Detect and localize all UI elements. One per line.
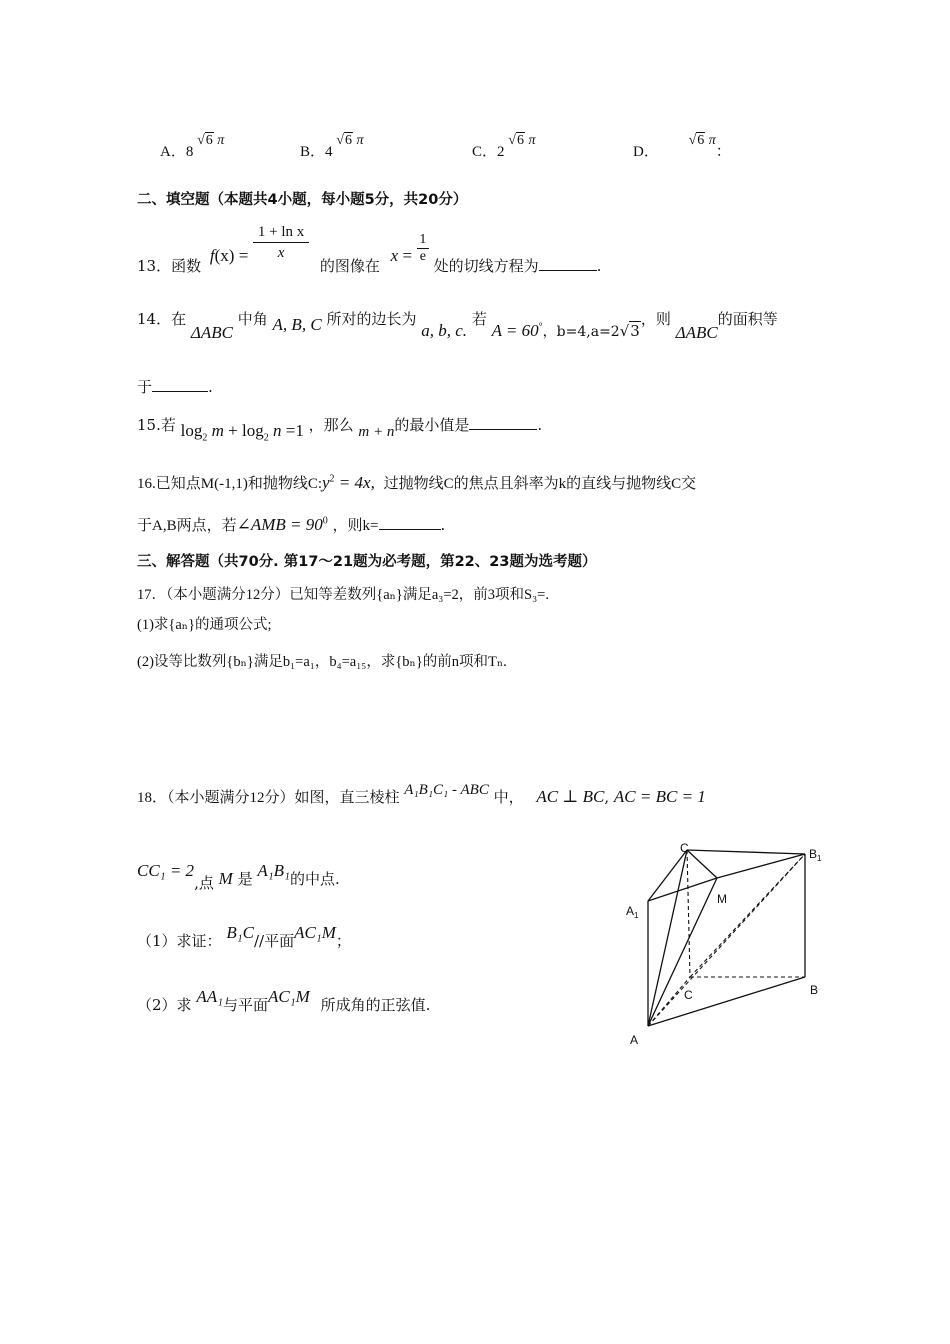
question-13: 13．函数 f(x) = $\frac{\text{1 + ln x}}{x}$ 的图像在 x = $\frac{1}{e}$ 处的切线方程为 . xyxy=(137,224,602,275)
option-a: A．8 √6 π xyxy=(160,133,225,160)
edge-m-b1 xyxy=(717,854,805,878)
question-14: 14．在 ΔABC 中角 A, B, C 所对的边长为 a, b, c. 若 A = 60°，b=4,a=2√3，则 ΔABC的面积等 xyxy=(137,310,778,342)
edge-a-b xyxy=(648,977,805,1026)
question-18-part1: （1）求证： B₁C//平面AC₁M； xyxy=(137,923,351,950)
question-16: 16.已知点M(-1,1)和抛物线$C:y^2 = 4x$, 过抛物线C的焦点且斜率为k的直线与抛物线C交 xyxy=(137,473,697,492)
question-16-line2: 于A,B两点，若∠AMB = $90^0$ ，则k= . xyxy=(137,515,446,534)
option-d: D． √6 π： xyxy=(633,133,731,160)
question-14-line2: 于 . xyxy=(137,378,213,396)
edge-c-b1 xyxy=(690,854,805,977)
answer-blank-15[interactable] xyxy=(469,415,537,430)
edge-c1-b1 xyxy=(687,850,805,854)
section-heading-solutions: 三、解答题（共70分. 第17～21题为必考题，第22、23题为选考题） xyxy=(137,554,597,570)
answer-blank-13[interactable] xyxy=(539,256,597,271)
edge-a-b1 xyxy=(648,854,805,1026)
label-c1: C xyxy=(680,841,689,855)
option-c: C．2 √6 π xyxy=(472,133,536,160)
label-b1: $B_1$ xyxy=(809,847,822,863)
prism-figure xyxy=(620,836,830,1052)
label-a1: $A_1$ xyxy=(626,904,639,920)
edge-a-m xyxy=(648,878,717,1026)
label-b: B xyxy=(810,983,819,997)
edge-a1-m xyxy=(648,878,717,901)
answer-blank-16[interactable] xyxy=(379,515,441,530)
question-17-stem: 17．（本小题满分12分）已知等差数列{aₙ}满足a₃=2，前3项和S₃=. xyxy=(137,587,549,603)
answer-blank-14[interactable] xyxy=(152,377,208,392)
question-18-stem: 18．（本小题满分12分）如图，直三棱柱 A₁B₁C₁ - ABC 中， AC ⊥ BC, AC = BC = 1 xyxy=(137,782,706,806)
question-18-part2: （2）求 AA₁与平面AC₁M 所成角的正弦值. xyxy=(137,987,431,1014)
question-15: 15.若 $\log_2 m + \log_2 n =1$ ，那么 m + n的最小值是 . xyxy=(137,416,543,444)
option-b: B．4 √6 π xyxy=(300,133,364,160)
label-m: M xyxy=(717,892,727,906)
label-a: A xyxy=(630,1033,639,1047)
fraction-13b: $\frac{1}{e}$ xyxy=(417,232,429,265)
label-c: C xyxy=(684,988,693,1002)
fraction-13: $\frac{\text{1 + ln x}}{x}$ xyxy=(253,222,309,263)
edge-c1-c xyxy=(687,850,690,977)
section-heading-fill-in: 二、填空题（本题共4小题，每小题5分，共20分） xyxy=(137,192,468,208)
question-17-part2: (2)设等比数列{bₙ}满足b₁=a₁，b₄=a₁₅，求{bₙ}的前n项和Tₙ. xyxy=(137,654,507,670)
question-17-part1: (1)求{aₙ}的通项公式; xyxy=(137,617,272,633)
edge-c1-m xyxy=(687,850,717,878)
question-18-line2: CC₁ = 2,点 M 是 A₁B₁的中点. xyxy=(137,861,340,892)
